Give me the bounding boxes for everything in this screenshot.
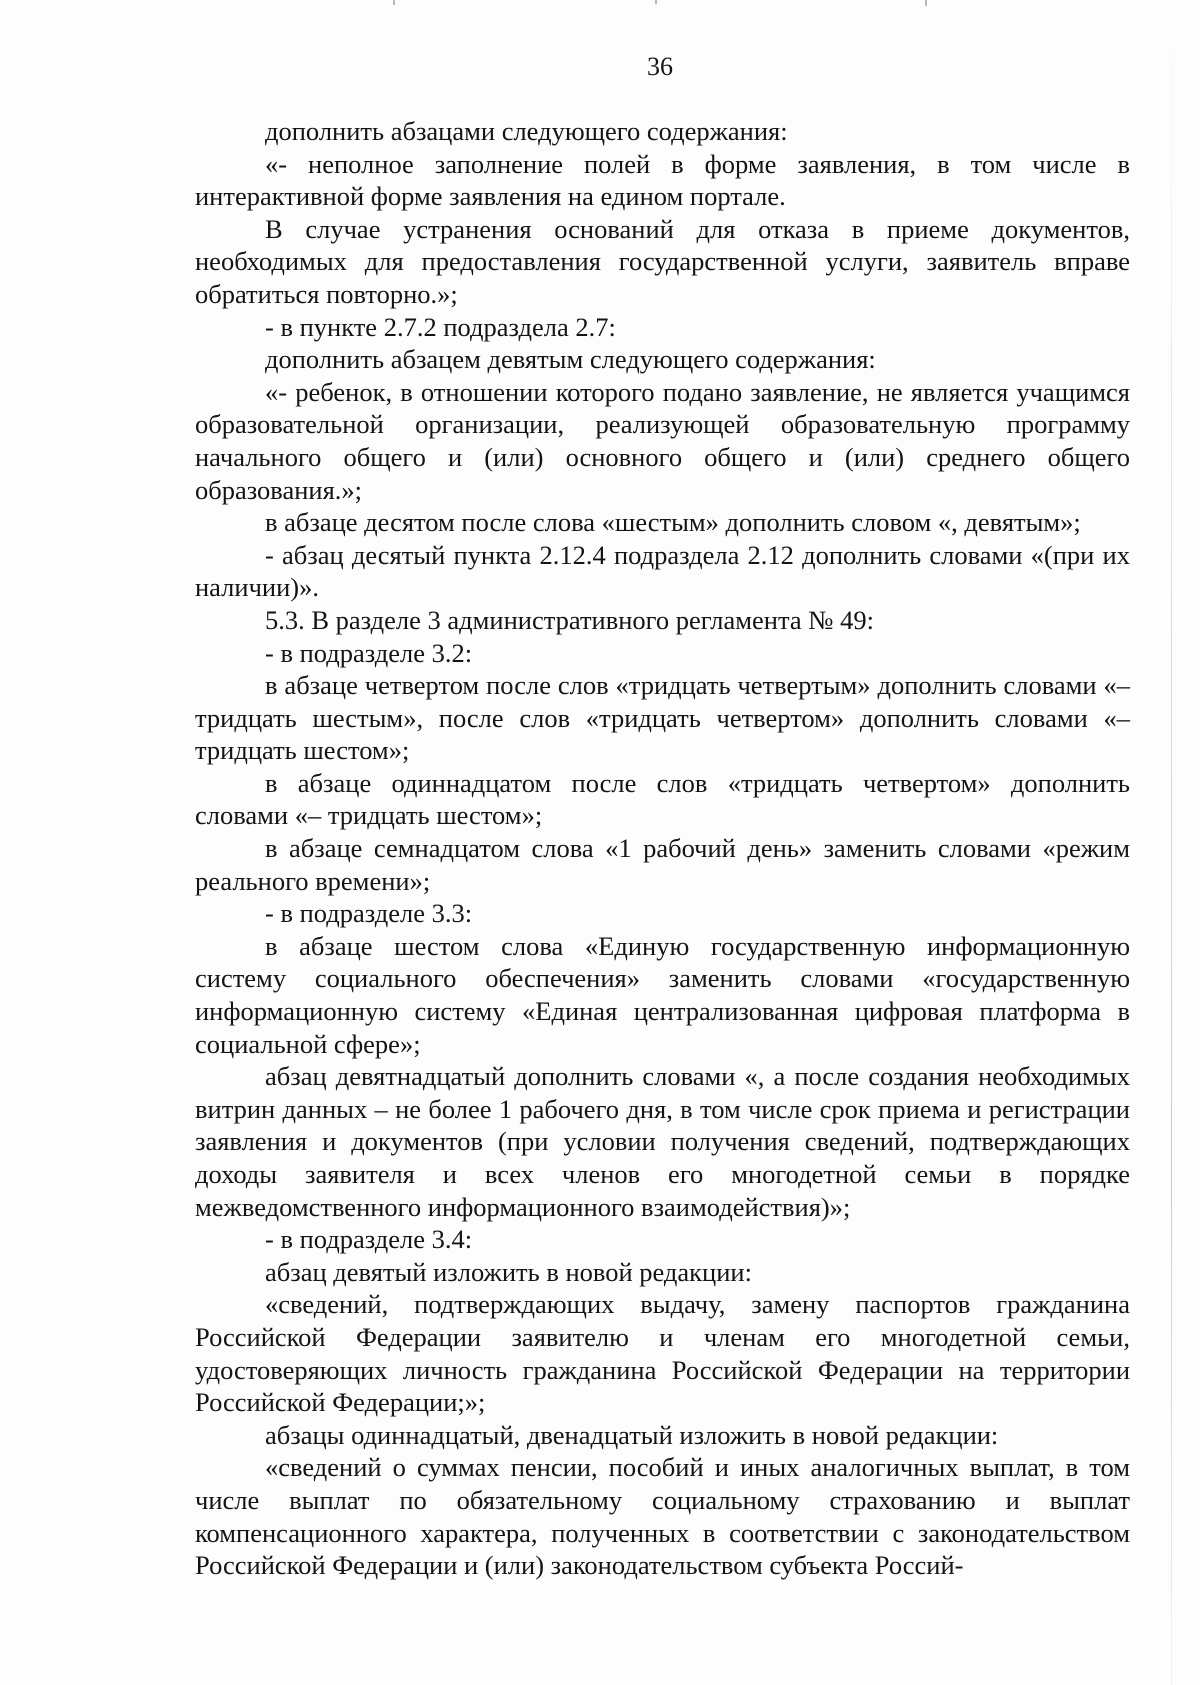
paragraph: - в подразделе 3.4: bbox=[265, 1224, 473, 1255]
paragraph: - в пункте 2.7.2 подраздела 2.7: bbox=[265, 311, 616, 342]
paragraph: в абзаце шестом слова «Единую государственную информационную систему социального обеспечения» заменить словами «государственную информационную систему «Единая централизованная цифровая платформа в социальной сфере»; bbox=[195, 930, 1130, 1059]
paragraph: - в подразделе 3.3: bbox=[265, 898, 473, 929]
paragraph: - абзац десятый пункта 2.12.4 подраздела 2.12 дополнить словами «(при их наличии)». bbox=[195, 539, 1130, 603]
paragraph: «сведений о суммах пенсии, пособий и иных аналогичных выплат, в том числе выплат по обязательному социальному страхованию и выплат компенсационного характера, полученных в соответствии с законодательством Российской Федерации и (или) законодательством субъекта Россий- bbox=[195, 1452, 1130, 1581]
scan-artifact bbox=[393, 0, 395, 5]
paragraph: в абзаце десятом после слова «шестым» дополнить словом «, девятым»; bbox=[265, 507, 1081, 538]
paragraph: абзац девятый изложить в новой редакции: bbox=[265, 1256, 752, 1287]
page-number: 36 bbox=[647, 52, 673, 81]
paragraph: «- неполное заполнение полей в форме заявления, в том числе в интерактивной форме заявления на едином портале. bbox=[195, 148, 1130, 212]
paragraph: абзац девятнадцатый дополнить словами «, а после создания необходимых витрин данных – не более 1 рабочего дня, в том числе срок приема и регистрации заявления и документов (при условии получения сведений, подтверждающих доходы заявителя и всех членов его многодетной семьи в порядке межведомственного информационного взаимодействия)»; bbox=[195, 1061, 1130, 1222]
paragraph: дополнить абзацем девятым следующего содержания: bbox=[265, 344, 876, 375]
paragraph: в абзаце семнадцатом слова «1 рабочий день» заменить словами «режим реального времени»; bbox=[195, 833, 1130, 896]
scan-artifact bbox=[655, 0, 657, 4]
paragraph: «сведений, подтверждающих выдачу, замену паспортов гражданина Российской Федерации заявителю и членам его многодетной семьи, удостоверяющих личность гражданина Российской Федерации на территории Российской Федерации;»; bbox=[195, 1289, 1130, 1418]
paragraph: 5.3. В разделе 3 административного регламента № 49: bbox=[265, 604, 875, 635]
paragraph: в абзаце четвертом после слов «тридцать четвертым» дополнить словами «– тридцать шестым», после слов «тридцать четвертом» дополнить словами «– тридцать шестом»; bbox=[195, 670, 1130, 766]
paragraph: - в подразделе 3.2: bbox=[265, 637, 473, 668]
paragraph: В случае устранения оснований для отказа в приеме документов, необходимых для предоставления государственной услуги, заявитель вправе обратиться повторно.»; bbox=[195, 213, 1130, 309]
scan-artifact bbox=[925, 0, 927, 6]
paragraph: абзацы одиннадцатый, двенадцатый изложить в новой редакции: bbox=[265, 1419, 999, 1450]
paragraph: дополнить абзацами следующего содержания: bbox=[265, 116, 788, 146]
scan-edge-line bbox=[1171, 0, 1172, 1685]
paragraph: «- ребенок, в отношении которого подано заявление, не является учащимся образовательной организации, реализующей образовательную программу начального общего и (или) основного общего и (или) среднего общего образования.»; bbox=[195, 376, 1130, 505]
document-body bbox=[195, 115, 1130, 1582]
paragraph: в абзаце одиннадцатом после слов «тридцать четвертом» дополнить словами «– тридцать шестом»; bbox=[195, 767, 1130, 831]
